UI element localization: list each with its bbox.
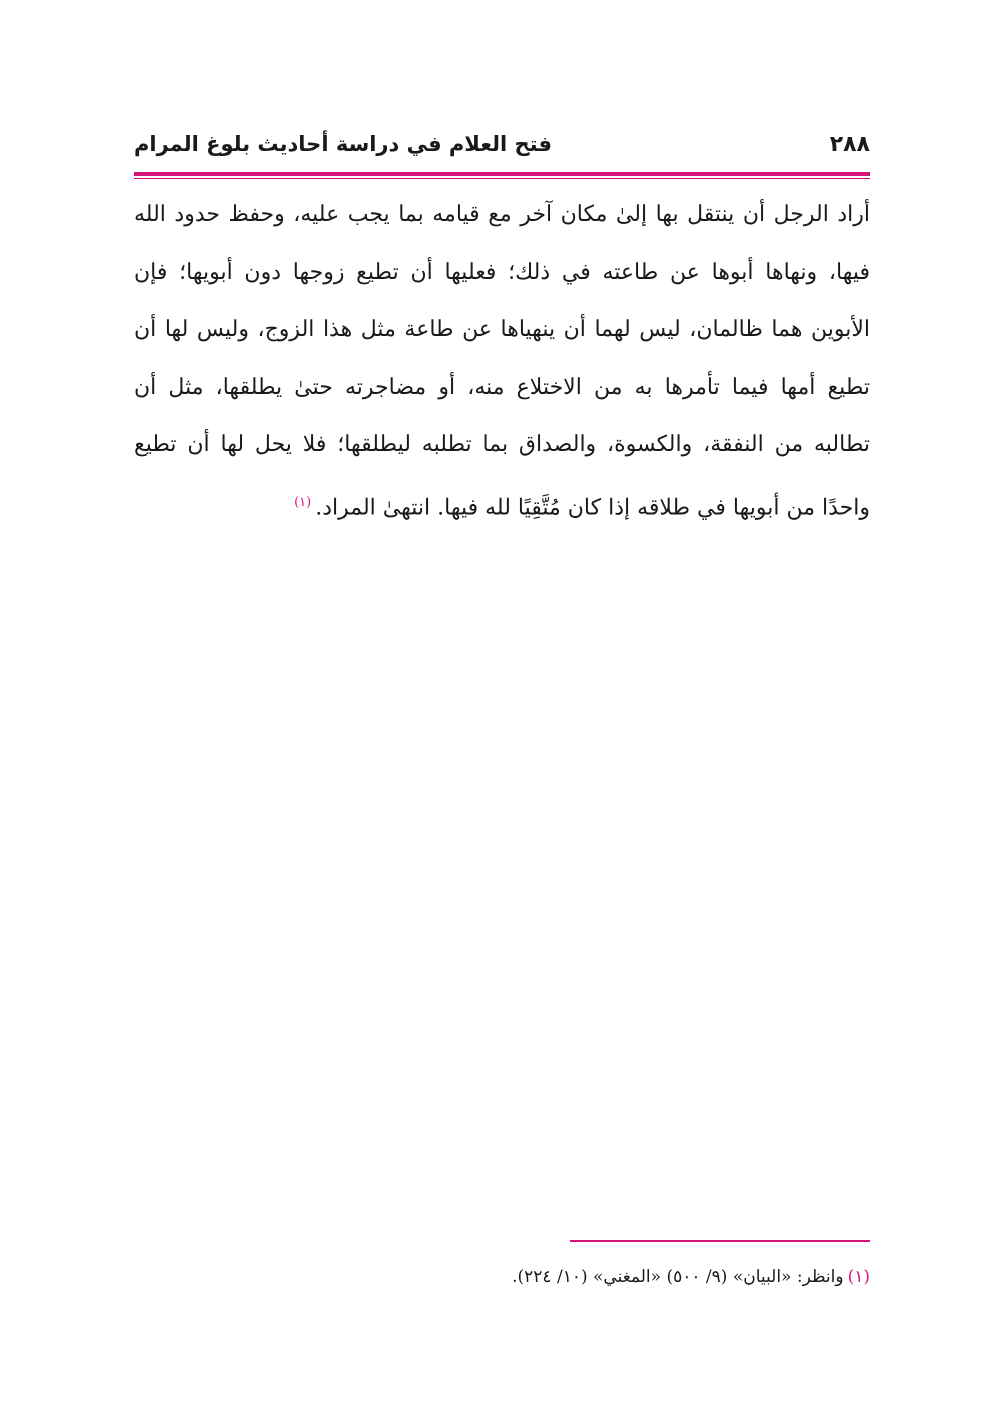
body-line: الأبوين هما ظالمان، ليس لهما أن ينهياها عن طاعة مثل هذا الزوج، وليس لها أن: [134, 317, 870, 342]
footnote: [134, 1262, 870, 1292]
body-paragraph: [134, 186, 870, 536]
header-divider-thin: [134, 178, 870, 179]
footnote-number: (١): [847, 1267, 870, 1287]
body-line: تطالبه من النفقة، والكسوة، والصداق بما تطلبه ليطلقها؛ فلا يحل لها أن تطيع: [134, 432, 870, 457]
footnote-reference-marker[interactable]: (١): [294, 494, 312, 510]
page-header: [134, 128, 870, 168]
body-line: تطيع أمها فيما تأمرها به من الاختلاع منه، أو مضاجرته حتىٰ يطلقها، مثل أن: [134, 374, 870, 400]
body-line: فيها، ونهاها أبوها عن طاعته في ذلك؛ فعليها أن تطيع زوجها دون أبويها؛ فإن: [134, 259, 870, 285]
body-line-last-text: واحدًا من أبويها في طلاقه إذا كان مُتَّقِيًا لله فيها. انتهىٰ المراد.: [315, 494, 870, 520]
body-line-last: [134, 474, 870, 537]
body-line: أراد الرجل أن ينتقل بها إلىٰ مكان آخر مع قيامه بما يجب عليه، وحفظ حدود الله: [134, 202, 870, 227]
page-number: ٢٨٨: [829, 132, 870, 157]
header-divider: [134, 172, 870, 176]
footnote-divider: [570, 1240, 870, 1242]
book-title: فتح العلام في دراسة أحاديث بلوغ المرام: [134, 132, 552, 156]
footnote-text: وانظر: «البيان» (٩/ ٥٠٠) «المغني» (١٠/ ٢٢٤).: [512, 1267, 844, 1287]
